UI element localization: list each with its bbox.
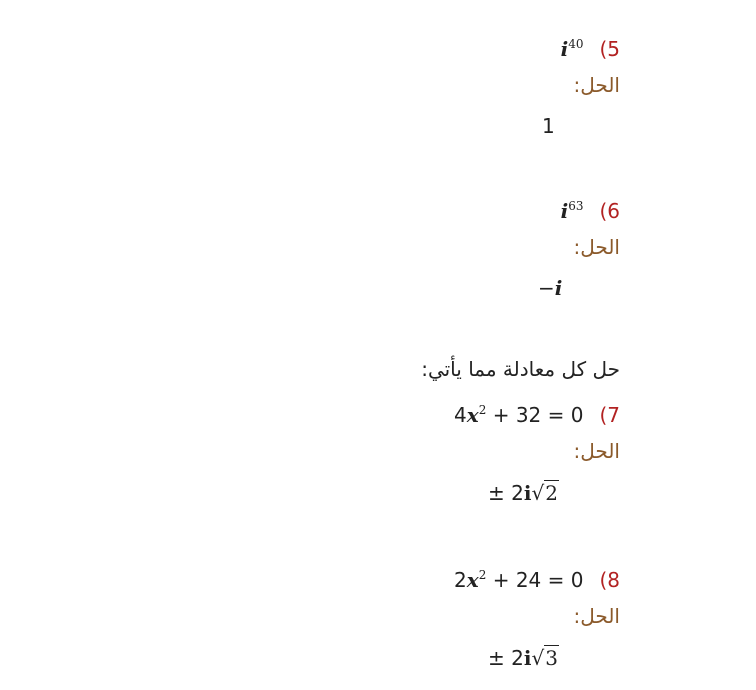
equation-7-var: x bbox=[466, 403, 479, 427]
equation-8-answer-i: i bbox=[523, 646, 532, 670]
problem-5-solution-label: الحل: bbox=[573, 73, 620, 97]
problem-5-number: (5 bbox=[599, 37, 620, 61]
equation-8-answer bbox=[488, 646, 559, 670]
equation-7-answer-prefix: ± 2 bbox=[488, 481, 524, 505]
equation-7-coef: 4 bbox=[454, 403, 467, 427]
equation-7-answer bbox=[488, 481, 559, 505]
problem-5-base: i bbox=[560, 37, 569, 61]
equation-8-exponent: 2 bbox=[478, 568, 487, 582]
problem-6-answer-sign: − bbox=[538, 276, 555, 300]
equation-7-radicand: 2 bbox=[545, 481, 558, 505]
problem-6-number: (6 bbox=[599, 199, 620, 223]
problem-6-solution-label: الحل: bbox=[573, 235, 620, 259]
equation-8-var: x bbox=[466, 568, 479, 592]
equation-8-solution-label: الحل: bbox=[573, 604, 620, 628]
equation-7-rest: + 32 = 0 bbox=[486, 403, 584, 427]
equation-7-answer-i: i bbox=[523, 481, 532, 505]
equation-7-row bbox=[454, 398, 620, 427]
instruction-text: حل كل معادلة مما يأتي: bbox=[421, 357, 620, 381]
problem-6-base: i bbox=[560, 199, 569, 223]
equation-7-solution-label: الحل: bbox=[573, 439, 620, 463]
equation-8-coef: 2 bbox=[454, 568, 467, 592]
equation-7-number: (7 bbox=[599, 403, 620, 427]
equation-8-rest: + 24 = 0 bbox=[486, 568, 584, 592]
problem-5-exponent: 40 bbox=[568, 37, 584, 51]
problem-6-row bbox=[561, 194, 620, 223]
problem-6-answer-var: i bbox=[554, 276, 563, 300]
equation-8-sqrt-sign: √ bbox=[531, 646, 545, 670]
problem-5-answer: 1 bbox=[542, 114, 555, 138]
equation-7-exponent: 2 bbox=[478, 403, 487, 417]
problem-5-row bbox=[561, 32, 620, 61]
equation-8-answer-prefix: ± 2 bbox=[488, 646, 524, 670]
equation-8-radicand: 3 bbox=[545, 646, 558, 670]
equation-7-sqrt-sign: √ bbox=[531, 481, 545, 505]
problem-6-answer bbox=[538, 276, 562, 300]
problem-6-exponent: 63 bbox=[568, 199, 584, 213]
equation-8-row bbox=[454, 563, 620, 592]
equation-8-number: (8 bbox=[599, 568, 620, 592]
